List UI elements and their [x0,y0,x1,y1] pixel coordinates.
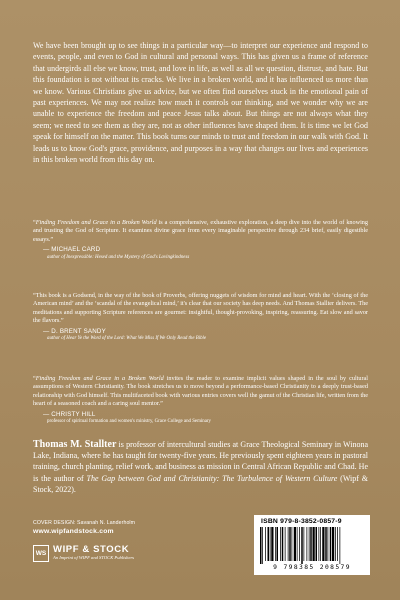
endorser-credential [47,419,368,425]
barcode-bar [280,527,281,561]
cover-design-credit: COVER DESIGN: Savanah N. Landerholm [33,520,136,526]
barcode-bar [299,527,300,561]
barcode-bar [277,527,279,561]
isbn-barcode-box [254,515,370,575]
isbn-barcode-icon [260,527,364,564]
barcode-bar [340,527,341,564]
barcode-bar [313,527,315,561]
barcode-bar [268,527,270,561]
barcode-bar [265,527,266,561]
quote-open: “ [33,219,36,226]
endorsement-quote [33,375,368,409]
barcode-bar [328,527,329,561]
barcode-bar [319,527,320,561]
publisher-text [53,545,134,561]
isbn-number: ISBN 979-8-3852-0857-9 [261,518,342,525]
endorsement-michael-card [33,219,368,261]
barcode-bar [320,527,321,561]
endorser-credential [47,255,368,261]
barcode-bar [337,527,338,561]
quote-text: is a comprehensive, exhaustive exploration, a deep dive into the world of knowing and trusting the God of Scripture. It examines divine grace from every imaginable perspective through 234 brief, easily digestible essays.” [33,219,368,243]
quoted-book-title: Finding Freedom and Grace in a Broken World [35,219,157,226]
barcode-bar [260,527,262,564]
barcode-bar [270,527,271,561]
quote-text: “This book is a Godsend, in the way of the book of Proverbs, offering nuggets of wisdom for mind and heart. With the ‘closing of the American mind’ and the ‘scandal of the evangelical mind,’ it's clear that our society has deep needs. And Thomas Stallter delivers. The meditations and supporting Scripture references are gourmet: insightful, thought-provoking, inspiring, reassuring. Eat slow and savor the flavors.” [33,292,368,325]
ws-publisher-logo-icon: WS [33,545,49,562]
endorser-name: — MICHAEL CARD [43,246,101,254]
barcode-bar [262,527,263,564]
bio-book-title: The Gap between God and Christianity: The Turbulence of Western Culture [86,473,338,483]
barcode-bar [285,527,286,561]
barcode-bar [275,527,276,561]
bio-text: is professor of intercultural studies at Grace Theological Seminary in Winona Lake, Indiana, where he has taught for twenty-five years. He previously spent eighteen years in pastoral training, church planting, relief work, and business as mission in Central African Republic and Chad. He is the author of [33,440,368,483]
quote-open: “ [33,375,36,382]
barcode-bar [301,527,303,564]
endorsement-quote [33,219,368,244]
barcode-bar [309,527,310,561]
barcode-bar [288,527,289,561]
publisher-name: WIPF & STOCK [53,544,130,555]
credential-work: Inexpressible: Hesed and the Mystery of God's Lovingkindness [66,254,190,260]
publisher-website: www.wipfandstock.com [33,528,114,535]
barcode-digits: 9 798385 208579 [273,564,351,571]
endorser-name: — D. BRENT SANDY [43,327,106,335]
barcode-bar [297,527,298,561]
barcode-bar [322,527,324,561]
endorser-name: — CHRISTY HILL [43,410,96,418]
endorsement-quote [33,292,368,326]
barcode-bar [294,527,296,561]
quote-text: invites the reader to examine implicit values shaped in the soul by cultural assumptions of Western Christianity. The book stretches us to move beyond a performance-based Christianity to a deeply trust-based relationship with God himself. This multifaceted book with various entries covers well the gamut of the Christian life, written from the heart of a seasoned coach and a caring soul mentor.” [33,375,369,408]
quoted-book-title: Finding Freedom and Grace in a Broken World [35,375,164,382]
publisher-block [33,543,134,563]
barcode-bar [271,527,273,561]
barcode-bar [307,527,308,561]
credential-prefix: author of [47,254,67,260]
barcode-bar [292,527,293,561]
barcode-bar [289,527,291,561]
barcode-bar [335,527,336,561]
credential-prefix: professor of spiritual formation and women's ministry, Grace College and Seminary [47,419,211,425]
barcode-bar [304,527,305,561]
barcode-bar [316,527,318,561]
barcode-bar [325,527,327,561]
credential-work: Hear Ye the Word of the Lord: What We Miss If We Only Read the Bible [66,336,207,342]
barcode-bar [330,527,332,561]
publisher-tagline: An Imprint of WIPF and STOCK Publishers [53,555,135,560]
bio-text-end: (Wipf & Stock, 2022). [33,473,368,494]
barcode-bar [282,527,284,561]
endorsement-christy-hill [33,375,368,425]
blurb-paragraph: We have been brought up to see things in a particular way—to interpret our experience and respond to events, people, and even to God in cultural and personal ways. This has given us a frame of reference that undergirds all else we know, trust, and love in life, as well as all we question, distrust, and hate. But this foundation is not without its cracks. We live in a broken world, and it has influenced us more than we know. Various Christians give us advice, but we often find ourselves stuck in the emotional pain of past experiences. We may not realize how much it controls our thinking, and we wonder why we are unable to experience the freedom and peace Jesus talks about. But things are not always what they seem; we need to see them as they are, not as other influences have shaped them. It is time we let God speak for himself on the matter. This book turns our minds to trust and freedom in our walk with God. It leads us to know God's grace, providence, and purposes in a way that changes our lives and experiences in this broken world from this day on. [33,41,368,165]
barcode-bar [332,527,334,561]
author-bio [33,439,368,495]
barcode-bar [310,527,312,561]
endorser-credential [47,336,368,342]
endorsement-d-brent-sandy [33,292,368,342]
author-name: Thomas M. Stallter [33,439,117,450]
credential-prefix: author of [47,336,67,342]
